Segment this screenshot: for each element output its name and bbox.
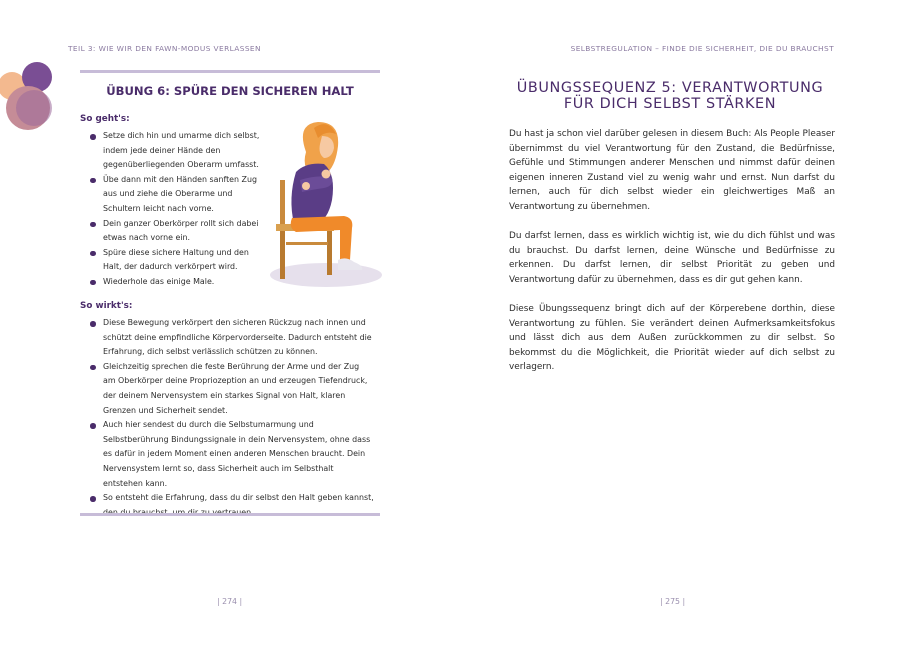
list-item: So entsteht die Erfahrung, dass du dir selbst den Halt geben kannst,	[90, 491, 374, 520]
body-paragraph-1: Du hast ja schon viel darüber gelesen in diesem Buch: Als People Pleaser übernimmst du viel Verantwortung für den Zustand, die Bedürfnisse, Gefühle und Stimmungen anderer Menschen und nimmst dafür deinen eigenen inneren Zustand viel zu wenig wahr und ernst. Nun darfst du lernen, auch für dich selbst wieder ein gleichwertiges Maß an Verantwortung zu übernehmen.	[509, 129, 835, 212]
page-number-left: | 274 |	[217, 597, 243, 606]
bullet-dot-icon	[90, 423, 96, 429]
bullet-dot-icon	[90, 134, 96, 140]
list-item: Setze dich hin und umarme dich selbst, indem jede deiner Hände den gegenüberliegenden Oberarm umfasst.	[90, 129, 268, 173]
list-item: Dein ganzer Oberkörper rollt sich dabei etwas nach vorne ein.	[90, 217, 268, 246]
bullet-dot-icon	[90, 280, 96, 286]
exercise-title: ÜBUNG 6: SPÜRE DEN SICHEREN HALT	[106, 84, 354, 98]
body-paragraph-2: Du darfst lernen, dass es wirklich wichtig ist, wie du dich fühlst und was du brauchst. Du darfst lernen, deine Wünsche und Bedürfnisse zu erkennen. Du darfst lernen, dir selbst Priorität zu geben und Verantwortung dafür zu übernehmen, dass es dir gut gehen kann.	[509, 231, 835, 285]
box-bottom-rule	[80, 513, 380, 516]
effects-list	[90, 316, 374, 520]
body-paragraph-3: Diese Übungssequenz bringt dich auf der Körperebene dorthin, diese Verantwortung zu fühlen. Sie verändert deinen Aufmerksamkeitsfokus und lässt dich aus dem Außen zurückkommen zu dir selbst. So bekommst du die Möglichkeit, die Priorität wieder auf dich selbst zu verlagern.	[509, 304, 835, 373]
list-item: Auch hier sendest du durch die Selbstumarmung und Selbstberührung Bindungssignale in dein Nervensystem, ohne dass es dafür in jedem Moment einen anderen Menschen braucht. Dein Nervensystem lernt so, dass Sicherheit auch im Selbsthalt entstehen kann.	[90, 418, 374, 491]
section-title-line-1: ÜBUNGSSEQUENZ 5: VERANTWORTUNG	[516, 80, 824, 96]
section-title-line-2: FÜR DICH SELBST STÄRKEN	[563, 96, 777, 112]
bullet-dot-icon	[90, 178, 96, 184]
bullet-dot-icon	[90, 251, 96, 257]
exercise-box	[80, 70, 380, 516]
effect-heading: So wirkt's:	[80, 301, 133, 311]
page-number-right: | 275 |	[660, 597, 686, 606]
list-item: Diese Bewegung verkörpert den sicheren Rückzug nach innen und schützt deine empfindliche Körpervorderseite. Dadurch entsteht die Erfahrung, dich selbst verlässlich schützen zu können.	[90, 316, 374, 360]
how-heading: So geht's:	[80, 114, 130, 124]
running-head-right: SELBSTREGULATION – FINDE DIE SICHERHEIT, DIE DU BRAUCHST	[570, 44, 834, 53]
list-item: Übe dann mit den Händen sanften Zug aus und ziehe die Oberarme und Schultern leicht nach vorne.	[90, 173, 268, 217]
mauve-overlap-circle	[16, 90, 52, 126]
bullet-dot-icon	[90, 365, 96, 371]
list-item: Wiederhole das einige Male.	[90, 275, 268, 290]
bullet-dot-icon	[90, 321, 96, 327]
list-item: Gleichzeitig sprechen die feste Berührung der Arme und der Zug am Oberkörper deine Propriozeption an und erzeugen Tiefendruck, der deinem Nervensystem ein starkes Signal von Halt, klaren Grenzen und Sicherheit sendet.	[90, 360, 374, 418]
bullet-dot-icon	[90, 222, 96, 228]
woman-self-hug-on-chair-illustration	[266, 114, 384, 290]
section-title	[486, 80, 854, 112]
how-steps-list	[90, 129, 268, 290]
list-item: Spüre diese sichere Haltung und den Halt, der dadurch verkörpert wird.	[90, 246, 268, 275]
bullet-dot-icon	[90, 496, 96, 502]
running-head-left: TEIL 3: WIE WIR DEN FAWN-MODUS VERLASSEN	[68, 44, 261, 53]
box-top-rule	[80, 70, 380, 73]
decorative-circles	[0, 62, 60, 134]
